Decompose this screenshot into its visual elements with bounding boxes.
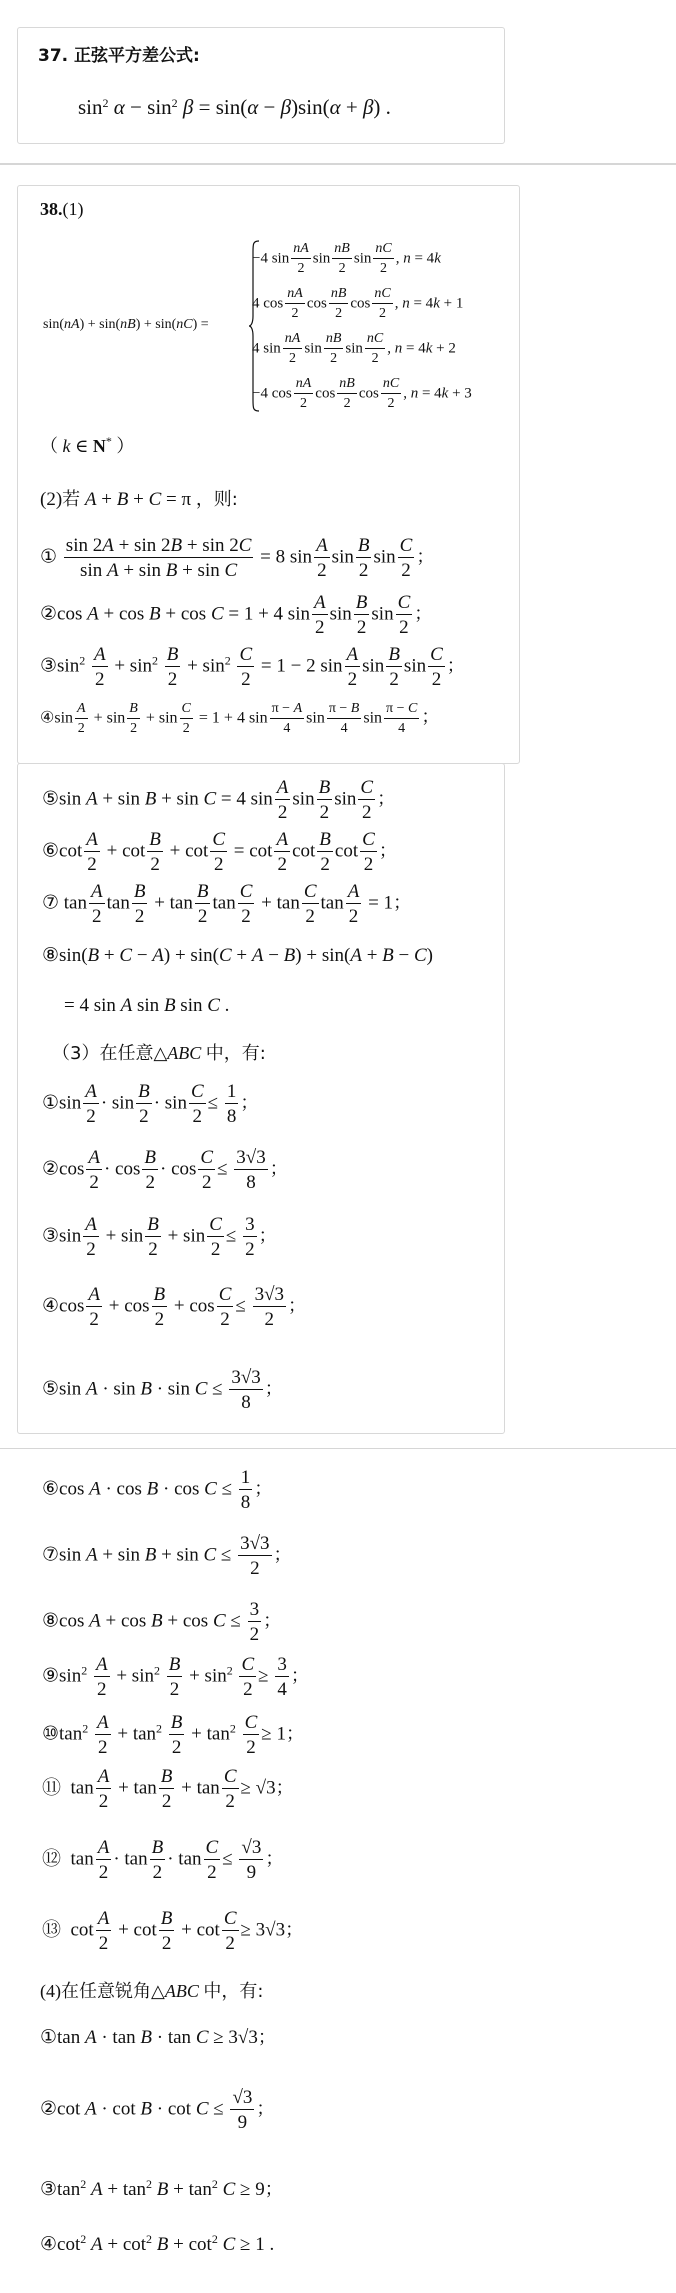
part2-item-5: ⑤sin A + sin B + sin C = 4 sin $\frac{A}{2}$ sin $\frac{B}{2}$ sin $\frac{C}{2}$ ； bbox=[42, 777, 396, 823]
part4-item-3: $③\tan^2$ $A + \tan^2 B + \tan^2 C \ge 9$； bbox=[40, 2177, 283, 2200]
part3-item-13: ⑬ cot $\frac{A}{2}$ + cot $\frac{B}{2}$ + cot $\frac{C}{2}$ ≥ 3√3； bbox=[42, 1908, 304, 1954]
part3-item-12: ⑫ tan $\frac{A}{2}$ · tan $\frac{B}{2}$ · tan $\frac{C}{2}$ ≤ $\frac{√3}{9}$ ； bbox=[42, 1837, 284, 1883]
case-4: −4 cos $\frac{nA}{2}$ cos $\frac{nB}{2}$ cos $\frac{nC}{2}$ , n = 4k + 3 bbox=[252, 376, 472, 411]
part2-item-1: ① $\frac{\sin 2A + \sin 2B + \sin 2C}{\text{sin A + sin B + sin C}}$ = 8 sin $\frac{A}{2}$ sin $\frac{B}{2}$ sin $\frac{C}{2}$ ； bbox=[40, 535, 435, 581]
part2-item-7: ⑦ tan $\frac{A}{2}$ tan $\frac{B}{2}$ + tan $\frac{B}{2}$ tan $\frac{C}{2}$ + tan $\frac{C}{2}$ tan $\frac{A}{2}$ = 1； bbox=[42, 881, 412, 927]
part2-item-4: ④sin $\frac{A}{2}$ + sin $\frac{B}{2}$ + sin $\frac{C}{2}$ = 1 + 4 sin $\frac{\pi - A}{4}$ sin $\frac{\pi - B}{4}$ sin $\frac{\pi - C}{4}$ ； bbox=[40, 701, 440, 736]
part4-item-4: $④\cot^2$ $A + \cot^2 B + \cot^2 C \ge 1$ . bbox=[40, 2232, 275, 2255]
part3-item-5: ⑤sin A · sin B · sin C ≤ $\frac{3√3}{8}$ ； bbox=[42, 1367, 283, 1413]
part3-item-3: ③sin $\frac{A}{2}$ + sin $\frac{B}{2}$ + sin $\frac{C}{2}$ ≤ $\frac{3}{2}$ ； bbox=[42, 1214, 277, 1260]
part3-item-4: ④cos $\frac{A}{2}$ + cos $\frac{B}{2}$ + cos $\frac{C}{2}$ ≤ $\frac{3√3}{2}$ ； bbox=[42, 1284, 306, 1330]
section-38-title: 38.(1) bbox=[40, 199, 84, 219]
part2-item-3: $③\sin^2$ $\frac{A}{2}$ + $\sin^2$ $\frac{B}{2}$ + $\sin^2$ $\frac{C}{2}$ = 1 − 2 sin $\frac{A}{2}$ sin $\frac{B}{2}$ sin $\frac{C}{2}$ ； bbox=[40, 644, 465, 690]
part3-item-1: ①sin $\frac{A}{2}$ · sin $\frac{B}{2}$ · sin $\frac{C}{2}$ ≤ $\frac{1}{8}$ ； bbox=[42, 1081, 259, 1127]
part4-intro: (4)在任意锐角△ABC 中，有: bbox=[40, 1981, 264, 2002]
k-condition: （ k ∈ N* ） bbox=[40, 434, 135, 457]
separator-line bbox=[0, 163, 676, 165]
section-37-card bbox=[17, 27, 505, 144]
part3-item-7: ⑦sin A + sin B + sin C ≤ $\frac{3√3}{2}$ ； bbox=[42, 1533, 292, 1579]
part1-lhs: sin(nA) + sin(nB) + sin(nC) = bbox=[43, 317, 209, 332]
case-3: 4 sin $\frac{nA}{2}$ sin $\frac{nB}{2}$ sin $\frac{nC}{2}$ , n = 4k + 2 bbox=[252, 331, 456, 366]
part3-item-9: $⑨\sin^2$ $\frac{A}{2}$ + $\sin^2$ $\frac{B}{2}$ + $\sin^2$ $\frac{C}{2}$ ≥ $\frac{3}{4}$ ； bbox=[42, 1654, 309, 1700]
part2-item-8-line2: = 4 sin A sin B sin C . bbox=[64, 995, 230, 1016]
section-37-title: 37. 正弦平方差公式: bbox=[38, 46, 200, 66]
part4-item-1: ①tan A · tan B · tan C ≥ 3√3； bbox=[40, 2027, 276, 2048]
part4-item-2: ②cot A · cot B · cot C ≤ $\frac{√3}{9}$ ； bbox=[40, 2087, 275, 2133]
section-37-formula: $\sin^2 \alpha - \sin^2 \beta = \sin(\alpha - \beta)\sin(\alpha + \beta)$ . bbox=[78, 95, 391, 119]
part3-item-11: ⑪ tan $\frac{A}{2}$ + tan $\frac{B}{2}$ + tan $\frac{C}{2}$ ≥ √3； bbox=[42, 1766, 294, 1812]
case-2: 4 cos $\frac{nA}{2}$ cos $\frac{nB}{2}$ cos $\frac{nC}{2}$ , n = 4k + 1 bbox=[252, 286, 464, 321]
part2-intro: (2)若 A + B + C = π ，则: bbox=[40, 489, 238, 510]
separator-line-2 bbox=[0, 1448, 676, 1449]
part3-item-2: ②cos $\frac{A}{2}$ · cos $\frac{B}{2}$ · cos $\frac{C}{2}$ ≤ $\frac{3√3}{8}$ ； bbox=[42, 1147, 288, 1193]
part3-item-10: $⑩\tan^2$ $\frac{A}{2}$ + $\tan^2$ $\frac{B}{2}$ + $\tan^2$ $\frac{C}{2}$ ≥ 1； bbox=[42, 1712, 304, 1758]
part2-item-6: ⑥cot $\frac{A}{2}$ + cot $\frac{B}{2}$ + cot $\frac{C}{2}$ = cot $\frac{A}{2}$ cot $\frac{B}{2}$ cot $\frac{C}{2}$ ； bbox=[42, 829, 397, 875]
part2-item-8-line1: ⑧sin(B + C − A) + sin(C + A − B) + sin(A + B − C) bbox=[42, 945, 433, 966]
case-1: −4 sin $\frac{nA}{2}$ sin $\frac{nB}{2}$ sin $\frac{nC}{2}$ , n = 4k bbox=[252, 241, 441, 276]
part3-item-8: ⑧cos A + cos B + cos C ≤ $\frac{3}{2}$ ； bbox=[42, 1599, 282, 1645]
part2-item-2: ②cos A + cos B + cos C = 1 + 4 sin $\frac{A}{2}$ sin $\frac{B}{2}$ sin $\frac{C}{2}$ ； bbox=[40, 592, 433, 638]
part3-item-6: ⑥cos A · cos B · cos C ≤ $\frac{1}{8}$ ； bbox=[42, 1467, 273, 1513]
part3-intro: （3）在任意△ABC 中，有: bbox=[52, 1043, 266, 1064]
